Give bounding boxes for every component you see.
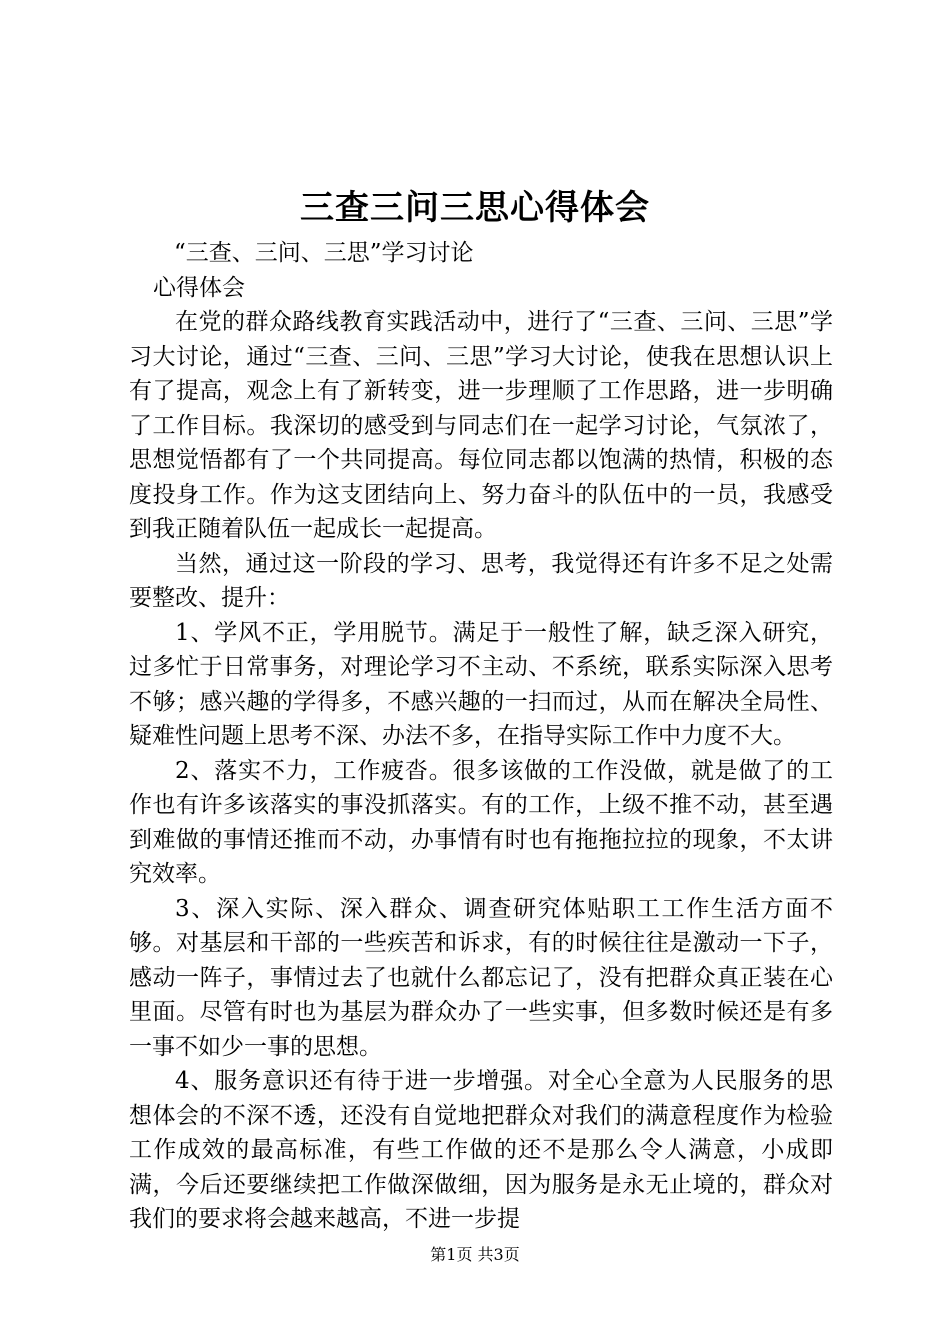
document-title: 三查三问三思心得体会 (300, 188, 650, 228)
paragraph-item-3: 3、深入实际、深入群众、调查研究体贴职工工作生活方面不够。对基层和干部的一些疾苦和诉求，有的时候往往是激动一下子，感动一阵子，事情过去了也就什么都忘记了，没有把群众真正装在心里面。尽管有时也为基层为群众办了一些实事，但多数时候还是有多一事不如少一事的思想。 (129, 895, 833, 1060)
paragraph-item-2: 2、落实不力，工作疲沓。很多该做的工作没做，就是做了的工作也有许多该落实的事没抓落实。有的工作，上级不推不动，甚至遇到难做的事情还推而不动，办事情有时也有拖拖拉拉的现象，不太讲究效率。 (129, 757, 833, 887)
document-body (129, 236, 833, 1237)
paragraph-item-4: 4、服务意识还有待于进一步增强。对全心全意为人民服务的思想体会的不深不透，还没有自觉地把群众对我们的满意程度作为检验工作成效的最高标准，有些工作做的还不是那么令人满意，小成即满，今后还要继续把工作做深做细，因为服务是永无止境的，群众对我们的要求将会越来越高，不进一步提 (129, 1068, 833, 1232)
subtitle-line-1: “三查、三问、三思”学习讨论 (174, 240, 474, 266)
subtitle-line-2: 心得体会 (153, 274, 245, 301)
page-number-footer: 第1页 共3页 (430, 1245, 520, 1264)
paragraph-shortcomings: 当然，通过这一阶段的学习、思考，我觉得还有许多不足之处需要整改、提升： (129, 550, 833, 611)
paragraph-intro: 在党的群众路线教育实践活动中，进行了“三查、三问、三思”学习大讨论，通过“三查、三问、三思”学习大讨论，使我在思想认识上有了提高，观念上有了新转变，进一步理顺了工作思路，进一步明确了工作目标。我深切的感受到与同志们在一起学习讨论，气氛浓了，思想觉悟都有了一个共同提高。每位同志都以饱满的热情，积极的态度投身工作。作为这支团结向上、努力奋斗的队伍中的一员，我感受到我正随着队伍一起成长一起提高。 (129, 309, 833, 542)
paragraph-item-1: 1、学风不正，学用脱节。满足于一般性了解，缺乏深入研究，过多忙于日常事务，对理论学习不主动、不系统，联系实际深入思考不够；感兴趣的学得多，不感兴趣的一扫而过，从而在解决全局性、疑难性问题上思考不深、办法不多，在指导实际工作中力度不大。 (129, 619, 833, 749)
